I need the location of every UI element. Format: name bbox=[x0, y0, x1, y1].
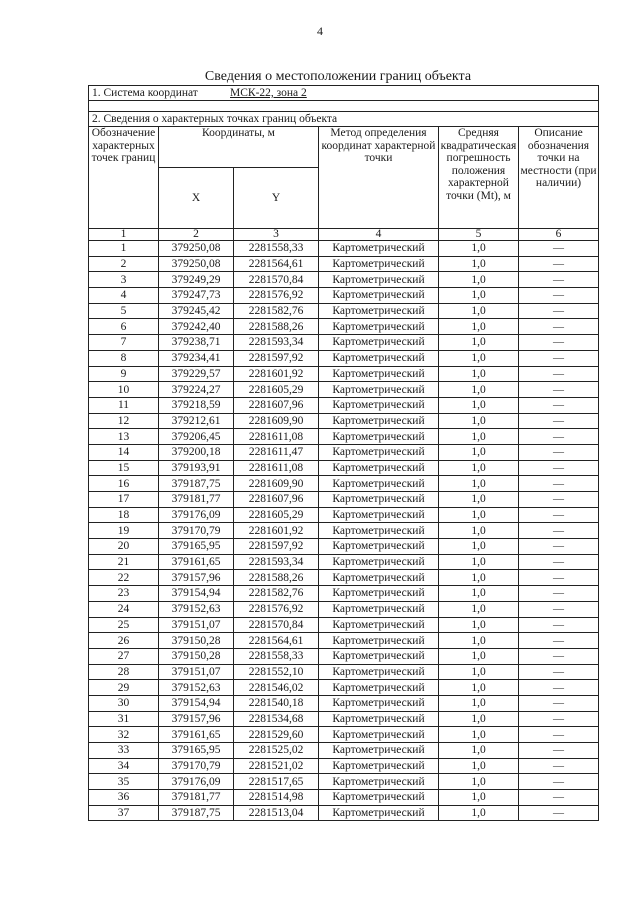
table-row bbox=[89, 617, 599, 633]
description: — bbox=[519, 586, 599, 602]
coord-y: 2281611,08 bbox=[234, 429, 319, 445]
accuracy: 1,0 bbox=[439, 774, 519, 790]
description: — bbox=[519, 539, 599, 555]
accuracy: 1,0 bbox=[439, 350, 519, 366]
table-row bbox=[89, 680, 599, 696]
header-method: Метод определения координат характерной точки bbox=[319, 127, 439, 229]
coord-y: 2281609,90 bbox=[234, 413, 319, 429]
coord-x: 379157,96 bbox=[159, 570, 234, 586]
table-row bbox=[89, 350, 599, 366]
point-number: 36 bbox=[89, 790, 159, 806]
point-number: 15 bbox=[89, 460, 159, 476]
point-number: 27 bbox=[89, 648, 159, 664]
coord-x: 379165,95 bbox=[159, 743, 234, 759]
table-row bbox=[89, 397, 599, 413]
header-x: X bbox=[159, 168, 234, 229]
method: Картометрический bbox=[319, 335, 439, 351]
accuracy: 1,0 bbox=[439, 382, 519, 398]
header-coordinates: Координаты, м bbox=[159, 127, 319, 168]
point-number: 37 bbox=[89, 805, 159, 821]
coord-x: 379238,71 bbox=[159, 335, 234, 351]
description: — bbox=[519, 664, 599, 680]
method: Картометрический bbox=[319, 382, 439, 398]
coord-y: 2281605,29 bbox=[234, 507, 319, 523]
table-row bbox=[89, 743, 599, 759]
coord-x: 379152,63 bbox=[159, 680, 234, 696]
accuracy: 1,0 bbox=[439, 335, 519, 351]
point-number: 11 bbox=[89, 397, 159, 413]
point-number: 9 bbox=[89, 366, 159, 382]
accuracy: 1,0 bbox=[439, 586, 519, 602]
point-number: 6 bbox=[89, 319, 159, 335]
table-row bbox=[89, 570, 599, 586]
table-row bbox=[89, 476, 599, 492]
point-number: 32 bbox=[89, 727, 159, 743]
table-row bbox=[89, 523, 599, 539]
description: — bbox=[519, 805, 599, 821]
description: — bbox=[519, 774, 599, 790]
point-number: 2 bbox=[89, 256, 159, 272]
coord-y: 2281525,02 bbox=[234, 743, 319, 759]
coord-y: 2281576,92 bbox=[234, 288, 319, 304]
method: Картометрический bbox=[319, 476, 439, 492]
description: — bbox=[519, 303, 599, 319]
description: — bbox=[519, 241, 599, 257]
coord-y: 2281570,84 bbox=[234, 617, 319, 633]
spacer-row bbox=[89, 101, 599, 112]
coord-y: 2281593,34 bbox=[234, 554, 319, 570]
coord-x: 379249,29 bbox=[159, 272, 234, 288]
accuracy: 1,0 bbox=[439, 758, 519, 774]
method: Картометрический bbox=[319, 570, 439, 586]
table-row bbox=[89, 241, 599, 257]
accuracy: 1,0 bbox=[439, 303, 519, 319]
coord-x: 379250,08 bbox=[159, 241, 234, 257]
accuracy: 1,0 bbox=[439, 476, 519, 492]
point-number: 24 bbox=[89, 601, 159, 617]
accuracy: 1,0 bbox=[439, 492, 519, 508]
method: Картометрический bbox=[319, 507, 439, 523]
boundary-table bbox=[88, 85, 599, 821]
coord-y: 2281611,08 bbox=[234, 460, 319, 476]
point-number: 20 bbox=[89, 539, 159, 555]
point-number: 25 bbox=[89, 617, 159, 633]
accuracy: 1,0 bbox=[439, 664, 519, 680]
accuracy: 1,0 bbox=[439, 805, 519, 821]
description: — bbox=[519, 711, 599, 727]
coord-y: 2281601,92 bbox=[234, 366, 319, 382]
table-row bbox=[89, 805, 599, 821]
coord-x: 379234,41 bbox=[159, 350, 234, 366]
coord-y: 2281588,26 bbox=[234, 570, 319, 586]
coord-x: 379157,96 bbox=[159, 711, 234, 727]
method: Картометрический bbox=[319, 397, 439, 413]
description: — bbox=[519, 492, 599, 508]
description: — bbox=[519, 429, 599, 445]
coord-x: 379151,07 bbox=[159, 664, 234, 680]
coord-y: 2281611,47 bbox=[234, 444, 319, 460]
boundary-sheet bbox=[88, 85, 598, 821]
method: Картометрический bbox=[319, 539, 439, 555]
coordinate-system-value: МСК-22, зона 2 bbox=[230, 87, 307, 99]
accuracy: 1,0 bbox=[439, 711, 519, 727]
coord-x: 379212,61 bbox=[159, 413, 234, 429]
table-row bbox=[89, 256, 599, 272]
description: — bbox=[519, 413, 599, 429]
column-number: 3 bbox=[234, 229, 319, 241]
table-row bbox=[89, 695, 599, 711]
method: Картометрический bbox=[319, 633, 439, 649]
coord-y: 2281521,02 bbox=[234, 758, 319, 774]
method: Картометрический bbox=[319, 366, 439, 382]
coord-x: 379200,18 bbox=[159, 444, 234, 460]
coordinate-system-label: 1. Система координат bbox=[92, 87, 198, 99]
method: Картометрический bbox=[319, 272, 439, 288]
coord-x: 379151,07 bbox=[159, 617, 234, 633]
coord-x: 379165,95 bbox=[159, 539, 234, 555]
coord-x: 379245,42 bbox=[159, 303, 234, 319]
table-row bbox=[89, 335, 599, 351]
method: Картометрический bbox=[319, 444, 439, 460]
method: Картометрический bbox=[319, 413, 439, 429]
point-number: 1 bbox=[89, 241, 159, 257]
coord-x: 379242,40 bbox=[159, 319, 234, 335]
coord-y: 2281558,33 bbox=[234, 648, 319, 664]
coord-x: 379187,75 bbox=[159, 805, 234, 821]
coord-y: 2281607,96 bbox=[234, 397, 319, 413]
method: Картометрический bbox=[319, 303, 439, 319]
point-number: 34 bbox=[89, 758, 159, 774]
coord-y: 2281597,92 bbox=[234, 350, 319, 366]
point-number: 5 bbox=[89, 303, 159, 319]
description: — bbox=[519, 758, 599, 774]
header-row-1 bbox=[89, 127, 599, 168]
method: Картометрический bbox=[319, 554, 439, 570]
description: — bbox=[519, 727, 599, 743]
description: — bbox=[519, 743, 599, 759]
method: Картометрический bbox=[319, 586, 439, 602]
method: Картометрический bbox=[319, 460, 439, 476]
coord-x: 379181,77 bbox=[159, 492, 234, 508]
method: Картометрический bbox=[319, 774, 439, 790]
coord-y: 2281534,68 bbox=[234, 711, 319, 727]
table-row bbox=[89, 288, 599, 304]
method: Картометрический bbox=[319, 256, 439, 272]
description: — bbox=[519, 570, 599, 586]
description: — bbox=[519, 507, 599, 523]
accuracy: 1,0 bbox=[439, 507, 519, 523]
table-row bbox=[89, 460, 599, 476]
coordinate-system-row bbox=[89, 86, 599, 101]
header-description: Описание обозначения точки на местности (при наличии) bbox=[519, 127, 599, 229]
accuracy: 1,0 bbox=[439, 554, 519, 570]
method: Картометрический bbox=[319, 288, 439, 304]
accuracy: 1,0 bbox=[439, 695, 519, 711]
table-row bbox=[89, 382, 599, 398]
description: — bbox=[519, 366, 599, 382]
description: — bbox=[519, 397, 599, 413]
accuracy: 1,0 bbox=[439, 256, 519, 272]
coord-x: 379152,63 bbox=[159, 601, 234, 617]
description: — bbox=[519, 617, 599, 633]
accuracy: 1,0 bbox=[439, 570, 519, 586]
coord-y: 2281564,61 bbox=[234, 256, 319, 272]
point-number: 17 bbox=[89, 492, 159, 508]
accuracy: 1,0 bbox=[439, 633, 519, 649]
coord-y: 2281546,02 bbox=[234, 680, 319, 696]
point-number: 16 bbox=[89, 476, 159, 492]
accuracy: 1,0 bbox=[439, 429, 519, 445]
accuracy: 1,0 bbox=[439, 397, 519, 413]
coord-x: 379161,65 bbox=[159, 554, 234, 570]
table-row bbox=[89, 303, 599, 319]
column-number: 5 bbox=[439, 229, 519, 241]
table-row bbox=[89, 758, 599, 774]
table-row bbox=[89, 413, 599, 429]
method: Картометрический bbox=[319, 492, 439, 508]
coord-x: 379229,57 bbox=[159, 366, 234, 382]
coord-x: 379176,09 bbox=[159, 507, 234, 523]
coord-x: 379161,65 bbox=[159, 727, 234, 743]
point-number: 12 bbox=[89, 413, 159, 429]
method: Картометрический bbox=[319, 664, 439, 680]
description: — bbox=[519, 554, 599, 570]
point-number: 35 bbox=[89, 774, 159, 790]
accuracy: 1,0 bbox=[439, 539, 519, 555]
coord-x: 379218,59 bbox=[159, 397, 234, 413]
coord-x: 379150,28 bbox=[159, 633, 234, 649]
point-number: 14 bbox=[89, 444, 159, 460]
page-number: 4 bbox=[317, 24, 323, 38]
description: — bbox=[519, 288, 599, 304]
method: Картометрический bbox=[319, 695, 439, 711]
points-table-body bbox=[89, 241, 599, 821]
coord-y: 2281597,92 bbox=[234, 539, 319, 555]
description: — bbox=[519, 601, 599, 617]
coord-x: 379247,73 bbox=[159, 288, 234, 304]
point-number: 21 bbox=[89, 554, 159, 570]
table-row bbox=[89, 774, 599, 790]
description: — bbox=[519, 382, 599, 398]
description: — bbox=[519, 648, 599, 664]
coord-x: 379187,75 bbox=[159, 476, 234, 492]
table-row bbox=[89, 507, 599, 523]
description: — bbox=[519, 680, 599, 696]
points-section-label: 2. Сведения о характерных точках границ объекта bbox=[89, 112, 599, 127]
coord-y: 2281588,26 bbox=[234, 319, 319, 335]
header-y: Y bbox=[234, 168, 319, 229]
coord-x: 379206,45 bbox=[159, 429, 234, 445]
point-number: 19 bbox=[89, 523, 159, 539]
coord-y: 2281605,29 bbox=[234, 382, 319, 398]
point-number: 10 bbox=[89, 382, 159, 398]
coord-y: 2281558,33 bbox=[234, 241, 319, 257]
coord-y: 2281570,84 bbox=[234, 272, 319, 288]
table-row bbox=[89, 319, 599, 335]
point-number: 26 bbox=[89, 633, 159, 649]
table-row bbox=[89, 586, 599, 602]
coord-x: 379154,94 bbox=[159, 586, 234, 602]
table-row bbox=[89, 429, 599, 445]
description: — bbox=[519, 790, 599, 806]
header-accuracy: Средняя квадратическая погрешность положения характерной точки (Mt), м bbox=[439, 127, 519, 229]
method: Картометрический bbox=[319, 680, 439, 696]
coord-y: 2281529,60 bbox=[234, 727, 319, 743]
coord-x: 379224,27 bbox=[159, 382, 234, 398]
column-numbers-row bbox=[89, 229, 599, 241]
accuracy: 1,0 bbox=[439, 444, 519, 460]
method: Картометрический bbox=[319, 601, 439, 617]
point-number: 13 bbox=[89, 429, 159, 445]
accuracy: 1,0 bbox=[439, 601, 519, 617]
column-number: 6 bbox=[519, 229, 599, 241]
coord-y: 2281582,76 bbox=[234, 303, 319, 319]
column-number: 4 bbox=[319, 229, 439, 241]
accuracy: 1,0 bbox=[439, 366, 519, 382]
accuracy: 1,0 bbox=[439, 680, 519, 696]
accuracy: 1,0 bbox=[439, 617, 519, 633]
table-row bbox=[89, 648, 599, 664]
point-number: 28 bbox=[89, 664, 159, 680]
table-row bbox=[89, 790, 599, 806]
method: Картометрический bbox=[319, 617, 439, 633]
accuracy: 1,0 bbox=[439, 288, 519, 304]
description: — bbox=[519, 460, 599, 476]
coord-y: 2281517,65 bbox=[234, 774, 319, 790]
table-row bbox=[89, 272, 599, 288]
point-number: 31 bbox=[89, 711, 159, 727]
coord-x: 379176,09 bbox=[159, 774, 234, 790]
coord-y: 2281609,90 bbox=[234, 476, 319, 492]
method: Картометрический bbox=[319, 241, 439, 257]
method: Картометрический bbox=[319, 523, 439, 539]
table-row bbox=[89, 444, 599, 460]
method: Картометрический bbox=[319, 711, 439, 727]
description: — bbox=[519, 256, 599, 272]
coord-x: 379170,79 bbox=[159, 758, 234, 774]
coord-x: 379150,28 bbox=[159, 648, 234, 664]
coord-x: 379154,94 bbox=[159, 695, 234, 711]
coord-x: 379170,79 bbox=[159, 523, 234, 539]
accuracy: 1,0 bbox=[439, 743, 519, 759]
description: — bbox=[519, 633, 599, 649]
coord-y: 2281514,98 bbox=[234, 790, 319, 806]
accuracy: 1,0 bbox=[439, 319, 519, 335]
accuracy: 1,0 bbox=[439, 413, 519, 429]
coord-y: 2281576,92 bbox=[234, 601, 319, 617]
accuracy: 1,0 bbox=[439, 790, 519, 806]
accuracy: 1,0 bbox=[439, 272, 519, 288]
table-row bbox=[89, 539, 599, 555]
accuracy: 1,0 bbox=[439, 727, 519, 743]
coord-x: 379181,77 bbox=[159, 790, 234, 806]
point-number: 23 bbox=[89, 586, 159, 602]
method: Картометрический bbox=[319, 319, 439, 335]
header-point-designation: Обозначение характерных точек границ bbox=[89, 127, 159, 229]
point-number: 30 bbox=[89, 695, 159, 711]
point-number: 3 bbox=[89, 272, 159, 288]
coord-y: 2281607,96 bbox=[234, 492, 319, 508]
point-number: 4 bbox=[89, 288, 159, 304]
coord-x: 379193,91 bbox=[159, 460, 234, 476]
description: — bbox=[519, 476, 599, 492]
table-row bbox=[89, 554, 599, 570]
point-number: 7 bbox=[89, 335, 159, 351]
table-row bbox=[89, 366, 599, 382]
coord-y: 2281601,92 bbox=[234, 523, 319, 539]
point-number: 22 bbox=[89, 570, 159, 586]
method: Картометрический bbox=[319, 790, 439, 806]
description: — bbox=[519, 523, 599, 539]
table-row bbox=[89, 711, 599, 727]
method: Картометрический bbox=[319, 648, 439, 664]
method: Картометрический bbox=[319, 350, 439, 366]
document-title: Сведения о местоположении границ объекта bbox=[204, 69, 472, 84]
method: Картометрический bbox=[319, 758, 439, 774]
description: — bbox=[519, 319, 599, 335]
description: — bbox=[519, 335, 599, 351]
point-number: 29 bbox=[89, 680, 159, 696]
table-row bbox=[89, 727, 599, 743]
point-number: 18 bbox=[89, 507, 159, 523]
coord-y: 2281564,61 bbox=[234, 633, 319, 649]
coord-y: 2281593,34 bbox=[234, 335, 319, 351]
method: Картометрический bbox=[319, 727, 439, 743]
coord-y: 2281552,10 bbox=[234, 664, 319, 680]
method: Картометрический bbox=[319, 429, 439, 445]
accuracy: 1,0 bbox=[439, 523, 519, 539]
description: — bbox=[519, 695, 599, 711]
description: — bbox=[519, 350, 599, 366]
method: Картометрический bbox=[319, 743, 439, 759]
description: — bbox=[519, 272, 599, 288]
column-number: 2 bbox=[159, 229, 234, 241]
accuracy: 1,0 bbox=[439, 241, 519, 257]
table-row bbox=[89, 664, 599, 680]
accuracy: 1,0 bbox=[439, 460, 519, 476]
coord-y: 2281582,76 bbox=[234, 586, 319, 602]
method: Картометрический bbox=[319, 805, 439, 821]
table-row bbox=[89, 601, 599, 617]
accuracy: 1,0 bbox=[439, 648, 519, 664]
table-row bbox=[89, 633, 599, 649]
coord-y: 2281513,04 bbox=[234, 805, 319, 821]
points-section-row bbox=[89, 112, 599, 127]
table-row bbox=[89, 492, 599, 508]
coord-y: 2281540,18 bbox=[234, 695, 319, 711]
point-number: 33 bbox=[89, 743, 159, 759]
description: — bbox=[519, 444, 599, 460]
point-number: 8 bbox=[89, 350, 159, 366]
coord-x: 379250,08 bbox=[159, 256, 234, 272]
column-number: 1 bbox=[89, 229, 159, 241]
